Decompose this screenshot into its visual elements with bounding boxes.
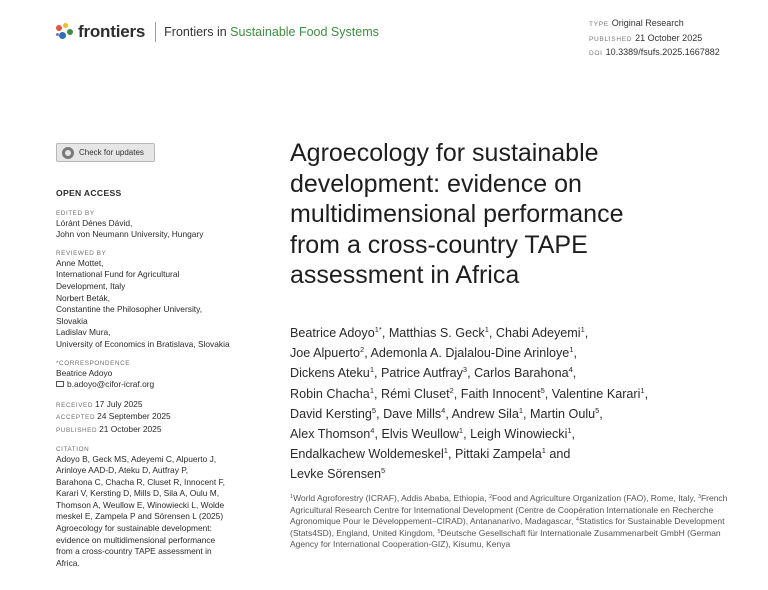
citation-line: meskel E, Zampela P and Sörensen L (2025)	[56, 511, 224, 522]
reviewer-line: Slovakia	[56, 315, 88, 326]
correspondence-section: *CORRESPONDENCE Beatrice Adoyo b.adoyo@cifor-icraf.org	[56, 359, 271, 391]
title-line: development: evidence on	[290, 169, 582, 198]
article-sidebar	[56, 188, 271, 577]
author-name[interactable]: Chabi Adeyemi$^1$	[495, 325, 585, 340]
title-line: multidimensional performance	[290, 200, 624, 228]
citation-line: Arinloye AAD-D, Ateku D, Autfray P,	[56, 465, 189, 476]
citation-line: evidence on multidimensional performance	[56, 534, 216, 545]
brand-name[interactable]: frontiers	[78, 22, 146, 41]
author-name[interactable]: Andrew Sila$^1$	[451, 405, 524, 421]
title-line: Agroecology for sustainable	[290, 139, 599, 167]
author-line: Robin Chacha$^1$, Rémi Cluset$^2$, Faith Innocent$^5$, Valentine Karari$^1$,	[290, 385, 649, 401]
reviewer-line: Anne Mottet,	[56, 257, 104, 268]
citation-section: CITATION Adoyo B, Geck MS, Adeyemi C, Alpuerto J, Arinloye AAD-D, Ateku D, Autfray P, Barahona C, Chacha R, Cluset R, Innocent F, Karari V, Kersting D, Mills D, Sila A, Oulu M, Thomson A, Weullow E, Winowiecki L, Wolde meskel E, Zampela P and Sörensen L (2025) Agroecology for sustainable development: evidence on multidimensional performance from a cross-country TAPE assessment in Africa.	[56, 445, 271, 570]
citation-line: Adoyo B, Geck MS, Adeyemi C, Alpuerto J,	[56, 453, 217, 464]
affiliation: $^4$Statistics for Sustainable Development (Stats4SD), England, United Kingdom,	[290, 516, 725, 538]
author-name[interactable]: Carlos Barahona$^4$	[474, 365, 573, 381]
author-line: Alex Thomson$^4$, Elvis Weullow$^1$, Leigh Winowiecki$^1$,	[290, 426, 576, 442]
header-divider	[155, 22, 156, 42]
author-name[interactable]: Endalkachew Woldemeskel$^1$	[290, 446, 448, 462]
journal-title[interactable]: Frontiers in Sustainable Food Systems	[164, 25, 379, 39]
citation-line: Karari V, Kersting D, Mills D, Sila A, Oulu M,	[56, 488, 220, 499]
check-for-updates-button[interactable]	[56, 143, 155, 162]
doi: DOI 10.3389/fsufs.2025.1667882	[589, 47, 720, 57]
author-line: Joe Alpuerto$^2$, Ademonla A. Djalalou-Dine Arinloye$^1$,	[290, 345, 577, 361]
affiliation: $^1$World Agroforestry (ICRAF), Addis Ababa, Ethiopia,	[290, 493, 487, 503]
correspondence-email[interactable]: b.adoyo@cifor-icraf.org	[67, 379, 155, 390]
author-name[interactable]: Rémi Cluset$^2$	[380, 385, 454, 401]
affiliation: $^3$French Agricultural Research Centre for International Development (Centre de Coopération Internationale en Recherche Agronomique Pour le Développement–CIRAD), Antananarivo, Madagascar,	[290, 493, 728, 527]
check-updates-label: Check for updates	[79, 148, 144, 157]
citation-line: Africa.	[56, 557, 80, 568]
author-name[interactable]: Ademonla A. Djalalou-Dine Arinloye$^1$	[370, 345, 574, 361]
sidebar-published-date: PUBLISHED 21 October 2025	[56, 423, 162, 434]
open-access-label: OPEN ACCESS	[56, 188, 122, 198]
journal-header	[56, 18, 379, 46]
author-name[interactable]: Joe Alpuerto$^2$	[290, 345, 365, 361]
author-name[interactable]: Matthias S. Geck$^1$	[388, 325, 489, 340]
reviewer-line: Ladislav Mura,	[56, 327, 111, 338]
mail-icon	[56, 381, 64, 387]
received-date: RECEIVED 17 July 2025	[56, 398, 143, 409]
author-name[interactable]: Beatrice Adoyo$^{1*}$	[290, 325, 382, 340]
author-name[interactable]: Dickens Ateku$^1$	[290, 365, 374, 381]
correspondence-name: Beatrice Adoyo	[56, 367, 113, 378]
title-line: assessment in Africa	[290, 261, 520, 289]
article-type: TYPE Original Research	[589, 18, 684, 28]
reviewer-line: Constantine the Philosopher University,	[56, 304, 203, 315]
reviewer-line: International Fund for Agricultural	[56, 269, 180, 280]
author-name[interactable]: Dave Mills$^4$	[383, 405, 446, 421]
author-name[interactable]: Robin Chacha$^1$	[290, 385, 374, 401]
accepted-date: ACCEPTED 24 September 2025	[56, 411, 171, 422]
author-name[interactable]: Valentine Karari$^1$	[551, 385, 645, 401]
edited-by-section: EDITED BY Lóránt Dénes Dávid, John von Neumann University, Hungary	[56, 209, 271, 241]
article-title	[290, 138, 750, 291]
frontiers-logo-icon	[56, 23, 74, 41]
author-name[interactable]: Pittaki Zampela$^1$	[454, 446, 546, 462]
citation-line: Barahona C, Chacha R, Cluset R, Innocent F,	[56, 476, 225, 487]
author-line	[290, 464, 740, 484]
editor-line: Lóránt Dénes Dávid,	[56, 217, 133, 228]
published-date: PUBLISHED 21 October 2025	[589, 32, 703, 43]
reviewer-line: Norbert Beták,	[56, 292, 110, 303]
dates-section	[56, 399, 271, 437]
author-name[interactable]: Elvis Weullow$^1$	[381, 426, 464, 442]
editor-line: John von Neumann University, Hungary	[56, 229, 204, 240]
author-line: Endalkachew Woldemeskel$^1$, Pittaki Zampela$^1$ and	[290, 446, 571, 462]
reviewed-by-section: REVIEWED BY Anne Mottet, International Fund for Agricultural Development, Italy Norbert Beták, Constantine the Philosopher University, Slovakia Ladislav Mura, University of Economics in Bratislava, Slovakia	[56, 249, 271, 351]
citation-line: Agroecology for sustainable development:	[56, 523, 212, 534]
author-line: David Kersting$^5$, Dave Mills$^4$, Andrew Sila$^1$, Martin Oulu$^5$,	[290, 405, 603, 421]
affiliation: $^5$Deutsche Gesellschaft für Internationale Zusammenarbeit GmbH (German Agency for International Cooperation-GIZ), Kisumu, Kenya	[290, 527, 721, 550]
citation-line: from a cross-country TAPE assessment in	[56, 546, 212, 557]
author-name[interactable]: Alex Thomson$^4$	[290, 426, 375, 442]
affiliations	[290, 493, 740, 551]
title-line: from a cross-country TAPE	[290, 230, 588, 259]
reviewer-line: University of Economics in Bratislava, Slovakia	[56, 338, 230, 349]
author-name[interactable]: Faith Innocent$^5$	[460, 385, 545, 401]
author-line: Dickens Ateku$^1$, Patrice Autfray$^3$, Carlos Barahona$^4$,	[290, 365, 577, 381]
affiliation: $^2$Food and Agriculture Organization (FAO), Rome, Italy,	[488, 493, 696, 503]
citation-line: Thomson A, Weullow E, Winowiecki L, Wolde	[56, 499, 225, 510]
author-list	[290, 323, 740, 485]
author-name[interactable]: Leigh Winowiecki$^1$	[470, 426, 572, 442]
author-name[interactable]: Martin Oulu$^5$	[530, 405, 600, 421]
article-meta	[589, 17, 720, 61]
author-name[interactable]: Patrice Autfray$^3$	[380, 365, 468, 381]
reviewer-line: Development, Italy	[56, 280, 126, 291]
author-name[interactable]: Levke Sörensen$^5$	[290, 466, 386, 482]
author-name[interactable]: David Kersting$^5$	[290, 405, 377, 421]
check-updates-icon	[62, 147, 74, 159]
author-line: Beatrice Adoyo$^{1*}$, Matthias S. Geck$^1$, Chabi Adeyemi$^1$,	[290, 325, 589, 340]
